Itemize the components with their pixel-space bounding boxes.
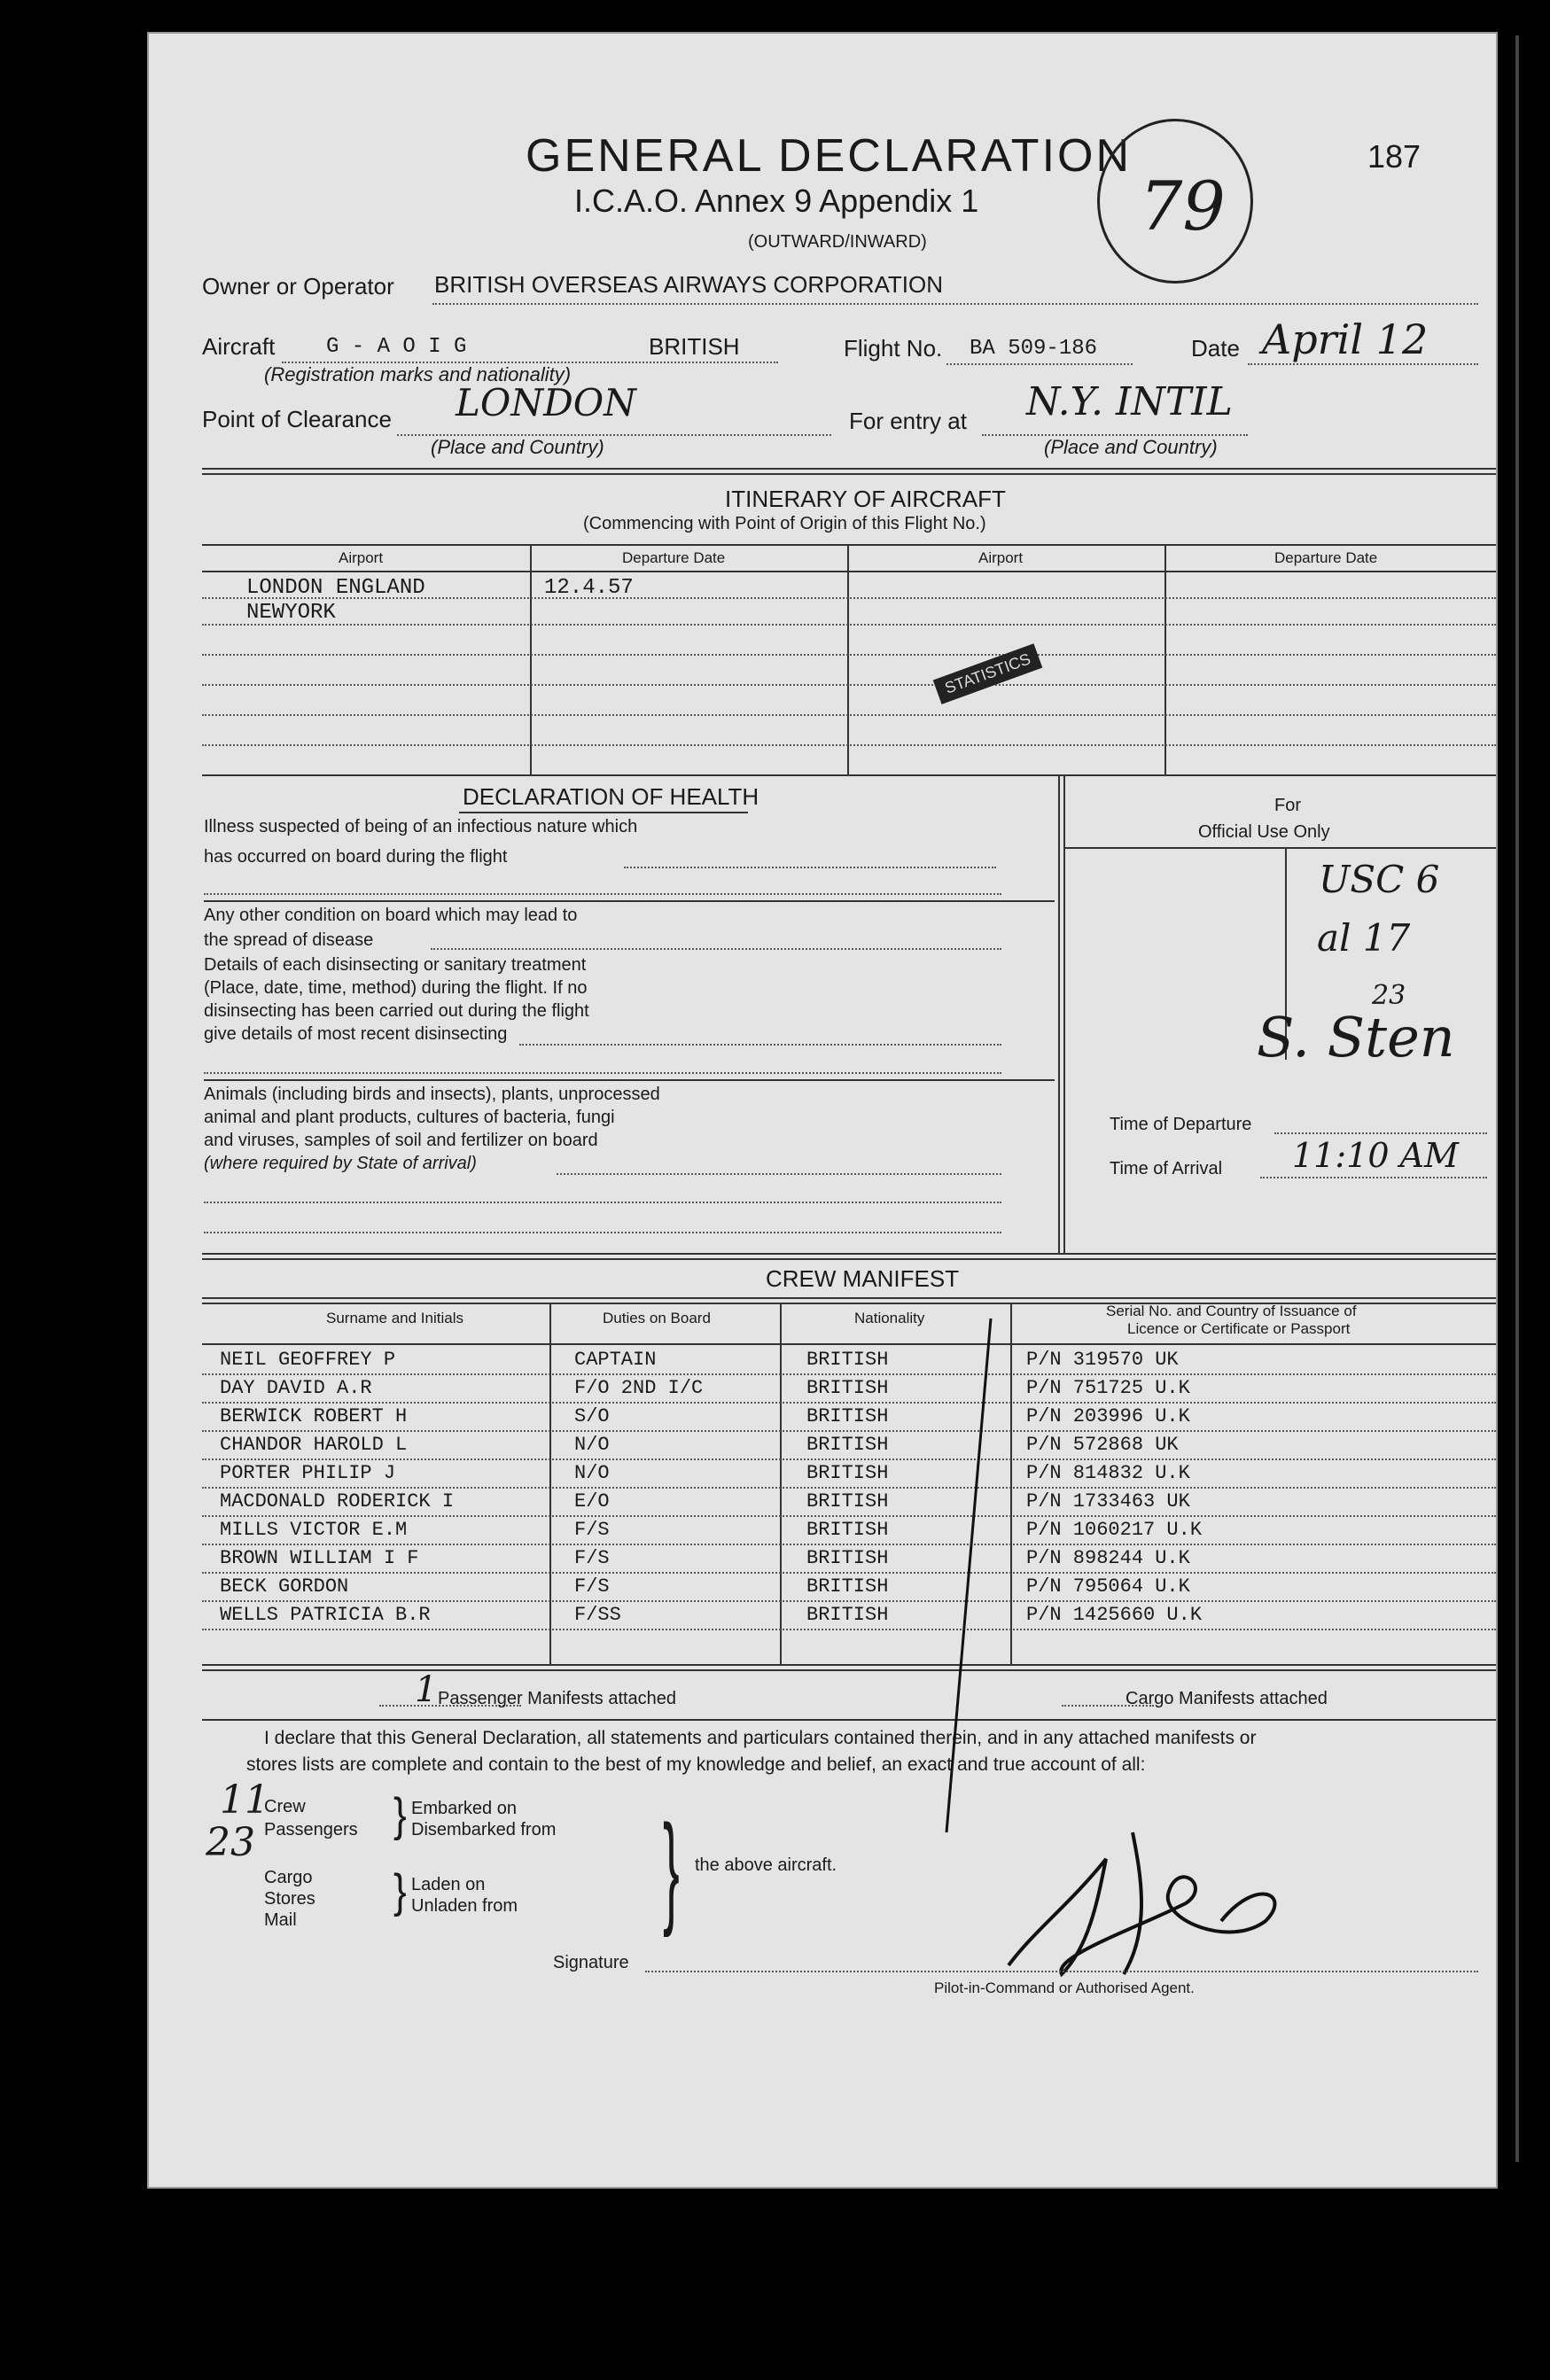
- crew-title: CREW MANIFEST: [766, 1265, 960, 1292]
- health-title: DECLARATION OF HEALTH: [463, 783, 759, 810]
- page-number: 187: [1367, 138, 1421, 175]
- aircraft-text: the above aircraft.: [695, 1855, 837, 1875]
- departure-label: Time of Departure: [1110, 1115, 1252, 1134]
- itinerary-airport-2: NEWYORK: [246, 601, 336, 625]
- crew-serial: P/N 1733463 UK: [1026, 1490, 1190, 1513]
- circled-number: 79: [1140, 167, 1226, 245]
- crew-count: 11: [220, 1777, 269, 1823]
- crew-serial: P/N 203996 U.K: [1026, 1405, 1190, 1427]
- item-passengers: Passengers: [264, 1820, 358, 1839]
- declaration-text-2: stores lists are complete and contain to the best of my knowledge and belief, an exact and true account of all:: [246, 1754, 1146, 1775]
- entry-value: N.Y. INTIL: [1026, 379, 1233, 424]
- clearance-caption: (Place and Country): [431, 436, 604, 458]
- health-animals-4: (where required by State of arrival): [204, 1154, 477, 1173]
- date-value: April 12: [1262, 315, 1429, 363]
- crew-nationality: BRITISH: [806, 1490, 889, 1513]
- declaration-text-1: I declare that this General Declaration, all statements and particulars contained therein, and in any attached manifests or: [264, 1728, 1257, 1748]
- crew-nationality: BRITISH: [806, 1434, 889, 1456]
- crew-name: MACDONALD RODERICK I: [220, 1490, 455, 1513]
- crew-duty: N/O: [574, 1434, 610, 1456]
- crew-duty: E/O: [574, 1490, 610, 1513]
- crew-nationality: BRITISH: [806, 1575, 889, 1598]
- crew-name: DAY DAVID A.R: [220, 1377, 372, 1399]
- crew-col-nationality: Nationality: [854, 1310, 925, 1326]
- passenger-count: 23: [206, 1820, 255, 1865]
- crew-serial: P/N 898244 U.K: [1026, 1547, 1190, 1569]
- crew-nationality: BRITISH: [806, 1604, 889, 1626]
- crew-serial: P/N 751725 U.K: [1026, 1377, 1190, 1399]
- crew-duty: F/S: [574, 1547, 610, 1569]
- itinerary-col-departure-2: Departure Date: [1274, 549, 1378, 566]
- crew-name: MILLS VICTOR E.M: [220, 1519, 408, 1541]
- passenger-manifests-label: Passenger Manifests attached: [438, 1689, 677, 1708]
- entry-caption: (Place and Country): [1044, 436, 1218, 458]
- official-note-1: USC 6: [1319, 858, 1440, 901]
- itinerary-title: ITINERARY OF AIRCRAFT: [725, 486, 1006, 512]
- aircraft-label: Aircraft: [202, 333, 276, 360]
- signature-label: Signature: [553, 1953, 629, 1972]
- embarked-label: Embarked on: [411, 1799, 517, 1818]
- form-title: GENERAL DECLARATION: [526, 130, 1133, 182]
- crew-nationality: BRITISH: [806, 1519, 889, 1541]
- crew-serial: P/N 319570 UK: [1026, 1349, 1179, 1371]
- official-title-2: Official Use Only: [1198, 822, 1330, 842]
- health-animals-2: animal and plant products, cultures of bacteria, fungi: [204, 1108, 615, 1127]
- manifest-count: 1: [415, 1669, 438, 1710]
- aircraft-nationality: BRITISH: [649, 333, 740, 360]
- crew-duty: N/O: [574, 1462, 610, 1484]
- form-subtitle: I.C.A.O. Annex 9 Appendix 1: [574, 183, 979, 219]
- date-label: Date: [1191, 335, 1240, 362]
- health-disinsect-4: give details of most recent disinsecting: [204, 1024, 508, 1044]
- crew-col-duties: Duties on Board: [603, 1310, 711, 1326]
- owner-label: Owner or Operator: [202, 273, 394, 299]
- health-disinsect-1: Details of each disinsecting or sanitary treatment: [204, 955, 587, 975]
- registration-caption: (Registration marks and nationality): [264, 363, 572, 385]
- arrival-value: 11:10 AM: [1292, 1136, 1459, 1175]
- clearance-value: LONDON: [456, 381, 636, 424]
- crew-name: NEIL GEOFFREY P: [220, 1349, 396, 1371]
- crew-duty: F/O 2ND I/C: [574, 1377, 704, 1399]
- crew-nationality: BRITISH: [806, 1377, 889, 1399]
- signature-caption: Pilot-in-Command or Authorised Agent.: [934, 1979, 1195, 1996]
- official-note-2: al 17: [1317, 916, 1411, 960]
- crew-col-serial-1: Serial No. and Country of Issuance of: [1106, 1303, 1357, 1319]
- crew-duty: F/SS: [574, 1604, 621, 1626]
- health-animals-1: Animals (including birds and insects), plants, unprocessed: [204, 1085, 660, 1104]
- statistics-stamp: STATISTICS: [933, 643, 1043, 704]
- itinerary-col-airport: Airport: [339, 549, 384, 566]
- crew-name: BROWN WILLIAM I F: [220, 1547, 419, 1569]
- crew-duty: CAPTAIN: [574, 1349, 657, 1371]
- flight-label: Flight No.: [844, 335, 943, 362]
- crew-serial: P/N 795064 U.K: [1026, 1575, 1190, 1598]
- owner-value: BRITISH OVERSEAS AIRWAYS CORPORATION: [434, 271, 944, 298]
- crew-serial: P/N 1425660 U.K: [1026, 1604, 1203, 1626]
- itinerary-airport-1: LONDON ENGLAND: [246, 576, 425, 600]
- item-crew: Crew: [264, 1797, 306, 1816]
- official-note-3: 23: [1372, 980, 1406, 1011]
- itinerary-subtitle: (Commencing with Point of Origin of this Flight No.): [583, 514, 986, 533]
- crew-serial: P/N 1060217 U.K: [1026, 1519, 1203, 1541]
- crew-nationality: BRITISH: [806, 1462, 889, 1484]
- item-stores: Stores: [264, 1889, 315, 1909]
- health-animals-3: and viruses, samples of soil and fertilizer on board: [204, 1131, 598, 1150]
- unladen-label: Unladen from: [411, 1896, 518, 1916]
- direction-label: (OUTWARD/INWARD): [748, 232, 927, 252]
- crew-col-serial-2: Licence or Certificate or Passport: [1127, 1320, 1351, 1337]
- health-disinsect-2: (Place, date, time, method) during the flight. If no: [204, 978, 588, 998]
- itinerary-date-1: 12.4.57: [544, 576, 634, 600]
- crew-serial: P/N 814832 U.K: [1026, 1462, 1190, 1484]
- crew-name: PORTER PHILIP J: [220, 1462, 396, 1484]
- cargo-manifests-label: Cargo Manifests attached: [1126, 1689, 1328, 1708]
- crew-nationality: BRITISH: [806, 1349, 889, 1371]
- aircraft-registration: G - A O I G: [326, 335, 467, 359]
- itinerary-col-departure: Departure Date: [622, 549, 726, 566]
- crew-duty: F/S: [574, 1519, 610, 1541]
- declaration-form: GENERAL DECLARATION 187 I.C.A.O. Annex 9 Appendix 1 (OUTWARD/INWARD) 79 Owner or Operator BRITISH OVERSEAS AIRWAYS CORPORATION Aircraft G - A O I G BRITISH Flight No. BA 509-186 Date April 12 (Registration marks and nationality) Point of Clearance LONDON (Place and Country) For entry at N.Y. INTIL (Place and Country) ITINERARY OF AIRCRAFT (Commencing with Point of Origin of this Flight No.) Airport Departure Date Airport Departure Date LONDON ENGLAND 12.4.57 NEWYORK STATISTICS DECLARATION OF HEALTH Illness suspected of being of an infectious nature which has occurred on board during the flight Any other condition on board which may lead to the spread of disease Details of each disinsecting or sanitary treatment (Place, date, time, method) during the flight. If no disinsecting has been carried out during the flight give details of most recent disinsecting Animals (including birds and insects), plants, unprocessed animal and plant products, cultures of bacteria, fungi and viruses, samples of soil and fertilizer on board (where required by State of arrival) For Official Use Only USC 6 al 17 23 S. Sten Time of Departure Time of Arrival 11:10 AM CREW MANIFEST Surname and Initials Duties on Board Nationality Serial No. and Country of Issuance of Licence or Certificate or Passport NEIL GEOFFREY P CAPTAIN BRITISH P/N 319570 UK DAY DAVID A.R F/O 2ND I/C BRITISH P/N 751725 U.K BERWICK ROBERT H S/O BRITISH P/N 203996 U.K CHANDOR HAROLD L N/O BRITISH P/N 572868 UK PORTER PHILIP J N/O BRITISH P/N 814832 U.K MACDONALD RODERICK I E/O BRITISH P/N 1733463 UK MILLS VICTOR E.M F/S BRITISH P/N 1060217 U.K BROWN WILLIAM I F F/S BRITISH P/N 898244 U.K BECK GORDON F/S BRITISH P/N 795064 U.K WELLS PATRICIA B.R F/SS BRITISH P/N 1425660 U.K 1 Passenger Manifests attached Cargo Manifests attached I declare that this General Declaration, all statements and particulars contained therein, and in any attached manifests or stores lists are complete and contain to the best of my knowledge and belief, an exact and true account of all: 11 23 Crew Passengers Cargo Stores Mail } Embarked on Disembarked from } Laden on Unladen from } the above aircraft. Signature Pilot-in-Command or Authorised Agent.: [147, 32, 1498, 2189]
- itinerary-col-airport-2: Airport: [978, 549, 1024, 566]
- crew-duty: F/S: [574, 1575, 610, 1598]
- health-disinsect-3: disinsecting has been carried out during the flight: [204, 1001, 589, 1021]
- crew-nationality: BRITISH: [806, 1547, 889, 1569]
- crew-serial: P/N 572868 UK: [1026, 1434, 1179, 1456]
- disembarked-label: Disembarked from: [411, 1820, 557, 1839]
- crew-col-name: Surname and Initials: [326, 1310, 463, 1326]
- health-other-2: the spread of disease: [204, 930, 374, 950]
- crew-name: BERWICK ROBERT H: [220, 1405, 408, 1427]
- health-illness-2: has occurred on board during the flight: [204, 847, 508, 867]
- crew-name: BECK GORDON: [220, 1575, 349, 1598]
- crew-duty: S/O: [574, 1405, 610, 1427]
- flight-number: BA 509-186: [970, 337, 1098, 361]
- item-cargo: Cargo: [264, 1868, 313, 1887]
- laden-label: Laden on: [411, 1875, 486, 1894]
- official-signature: S. Sten: [1257, 1005, 1455, 1069]
- arrival-label: Time of Arrival: [1110, 1159, 1223, 1178]
- crew-name: CHANDOR HAROLD L: [220, 1434, 408, 1456]
- crew-nationality: BRITISH: [806, 1405, 889, 1427]
- crew-name: WELLS PATRICIA B.R: [220, 1604, 431, 1626]
- health-illness-1: Illness suspected of being of an infectious nature which: [204, 817, 638, 836]
- item-mail: Mail: [264, 1910, 297, 1930]
- clearance-label: Point of Clearance: [202, 406, 392, 432]
- verification-line: [911, 1310, 1017, 1841]
- pilot-signature: [1000, 1824, 1319, 1992]
- health-other-1: Any other condition on board which may lead to: [204, 906, 578, 925]
- entry-label: For entry at: [849, 408, 967, 434]
- official-title-1: For: [1274, 796, 1301, 815]
